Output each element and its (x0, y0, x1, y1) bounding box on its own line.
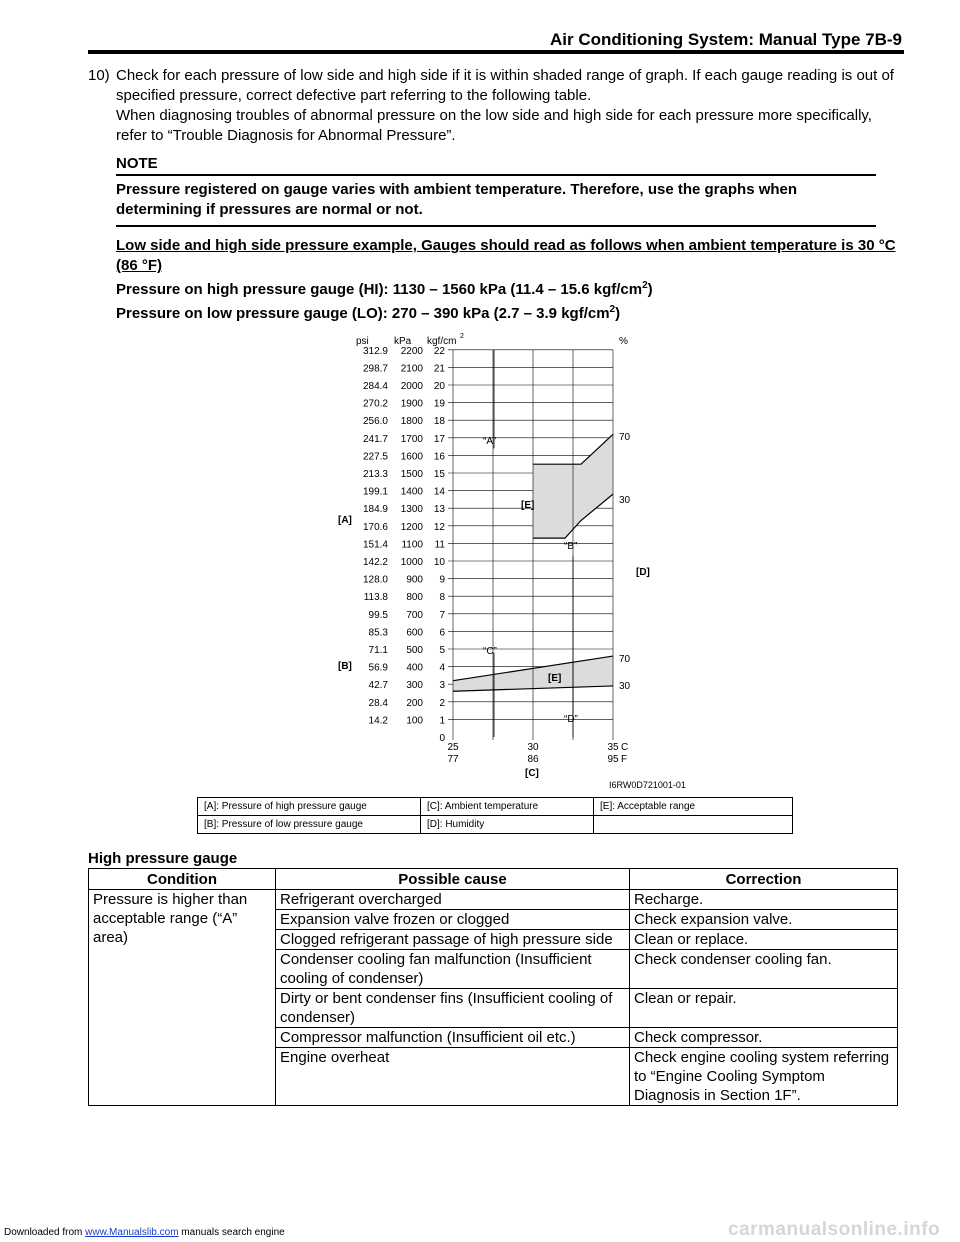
psi-tick-label: 284.4 (362, 381, 388, 392)
step-text: Check for each pressure of low side and high side if it is within shaded range of graph. If each gauge reading is out of specified pressure, correct defective part referring to the following table. (116, 67, 894, 104)
correction-cell: Check compressor. (630, 1028, 898, 1048)
kgf-tick-label: 4 (439, 662, 445, 674)
psi-tick-label: 28.4 (368, 697, 388, 709)
kpa-tick-label: 100 (406, 715, 423, 727)
x-tick-fahrenheit: 86 (527, 754, 539, 765)
kpa-tick-label: 1000 (400, 557, 423, 568)
psi-tick-label: 142.2 (362, 557, 388, 568)
psi-tick-label: 298.7 (362, 363, 388, 375)
y-axis-tick-labels (363, 346, 445, 744)
psi-tick-label: 270.2 (362, 398, 388, 410)
kgf-tick-label: 14 (433, 486, 445, 498)
psi-tick-label: 99.5 (368, 609, 388, 621)
table-header-row (89, 869, 898, 890)
cause-cell: Engine overheat (276, 1048, 630, 1106)
kgf-tick-label: 5 (439, 645, 445, 656)
note-title: NOTE (116, 155, 158, 172)
psi-tick-label: 227.5 (362, 451, 388, 463)
kgf-tick-label: 19 (433, 398, 445, 410)
x-tick-celsius: 25 (447, 742, 459, 753)
psi-tick-label: 71.1 (368, 645, 388, 656)
cause-cell: Expansion valve frozen or clogged (276, 910, 630, 930)
cause-cell: Refrigerant overcharged (276, 890, 630, 910)
legend-cell: [B]: Pressure of low pressure gauge (198, 816, 421, 834)
psi-tick-label: 241.7 (362, 433, 388, 445)
callout-b: “B” (564, 541, 578, 552)
kgf-tick-label: 10 (433, 557, 445, 568)
high-pressure-gauge-title: High pressure gauge (88, 850, 238, 867)
manualslib-link[interactable]: www.Manualslib.com (85, 1227, 179, 1238)
x-tick-celsius: 30 (527, 742, 539, 753)
high-pressure-diagnosis-table (88, 868, 898, 1106)
kgf-tick-label: 11 (434, 539, 445, 551)
psi-tick-label: 128.0 (362, 574, 388, 586)
psi-tick-label: 213.3 (362, 469, 388, 480)
table-row (89, 890, 898, 910)
unit-percent: % (619, 336, 628, 347)
kpa-tick-label: 300 (406, 680, 423, 692)
humidity-high-upper: 70 (619, 432, 631, 443)
step-text-2: When diagnosing troubles of abnormal pressure on the low side and high side for each pressure more specifically, refer to “Trouble Diagnosis for Abnormal Pressure”. (116, 107, 872, 144)
cause-cell: Clogged refrigerant passage of high pressure side (276, 930, 630, 950)
legend-cell: [A]: Pressure of high pressure gauge (198, 798, 421, 816)
column-header: Correction (630, 869, 898, 890)
kpa-tick-label: 800 (406, 592, 423, 604)
correction-cell: Clean or replace. (630, 930, 898, 950)
figure-id: I6RW0D721001-01 (609, 780, 686, 790)
page-header-title: Air Conditioning System: Manual Type 7B-9 (550, 30, 902, 49)
kgf-tick-label: 21 (433, 363, 445, 375)
x-tick-celsius: 35 (607, 742, 619, 753)
kpa-tick-label: 1100 (401, 539, 423, 551)
kpa-tick-label: 2200 (400, 345, 423, 357)
legend-row (198, 816, 793, 834)
column-header: Condition (89, 869, 276, 890)
condition-cell: Pressure is higher than acceptable range (“A” area) (89, 890, 276, 1106)
legend-row (198, 798, 793, 816)
psi-tick-label: 199.1 (362, 486, 388, 498)
tag-e-low: [E] (548, 673, 562, 684)
x-tick-fahrenheit: 95 (607, 754, 619, 765)
kgf-tick-label: 6 (439, 627, 445, 639)
watermark: carmanualsonline.info (728, 1219, 941, 1240)
kpa-tick-label: 1800 (400, 416, 423, 428)
footer-download-note: Downloaded from www.Manualslib.com manuals search engine (4, 1227, 285, 1238)
kpa-tick-label: 1300 (400, 504, 423, 516)
legend-cell (594, 816, 793, 834)
kgf-tick-label: 7 (439, 609, 445, 621)
figure-legend (197, 797, 793, 834)
kgf-tick-label: 15 (433, 469, 445, 480)
kpa-tick-label: 600 (406, 627, 423, 639)
humidity-low-lower: 30 (619, 681, 631, 692)
kgf-tick-label: 16 (433, 451, 445, 463)
legend-cell: [C]: Ambient temperature (421, 798, 594, 816)
kpa-tick-label: 1700 (400, 433, 423, 445)
kpa-tick-label: 1900 (400, 398, 423, 410)
kgf-tick-label: 1 (439, 715, 445, 727)
kpa-tick-label: 2100 (400, 363, 423, 375)
tag-c: [C] (525, 768, 539, 779)
correction-cell: Recharge. (630, 890, 898, 910)
example-heading: Low side and high side pressure example, Gauges should read as follows when ambient temperature is 30 °C (86 °F) (116, 237, 896, 274)
kpa-tick-label: 200 (406, 697, 423, 709)
psi-tick-label: 312.9 (362, 345, 388, 357)
cause-cell: Condenser cooling fan malfunction (Insufficient cooling of condenser) (276, 950, 630, 989)
correction-cell: Check engine cooling system referring to “Engine Cooling Symptom Diagnosis in Section 1F”. (630, 1048, 898, 1106)
correction-cell: Check expansion valve. (630, 910, 898, 930)
callout-d: “D” (564, 714, 578, 725)
example-low-pressure: Pressure on low pressure gauge (LO): 270 – 390 kPa (2.7 – 3.9 kgf/$cm^2$) (116, 304, 621, 322)
correction-cell: Check condenser cooling fan. (630, 950, 898, 989)
x-tick-fahrenheit: 77 (447, 754, 459, 765)
kgf-tick-label: 22 (433, 345, 445, 357)
note-body: Pressure registered on gauge varies with ambient temperature. Therefore, use the graphs when determining if pressures are normal or not. (116, 181, 798, 218)
kpa-tick-label: 700 (406, 609, 423, 621)
kpa-tick-label: 500 (406, 645, 423, 656)
psi-tick-label: 170.6 (362, 521, 388, 533)
x-axis-tick-labels (447, 742, 628, 765)
kpa-tick-label: 1200 (400, 521, 423, 533)
legend-cell: [D]: Humidity (421, 816, 594, 834)
kpa-tick-label: 1500 (400, 469, 423, 480)
kpa-tick-label: 1400 (400, 486, 423, 498)
kpa-tick-label: 1600 (400, 451, 423, 463)
x-unit-celsius: C (621, 742, 629, 753)
psi-tick-label: 14.2 (368, 715, 388, 727)
kgf-tick-label: 17 (433, 433, 445, 445)
column-header: Possible cause (276, 869, 630, 890)
legend-cell: [E]: Acceptable range (594, 798, 793, 816)
psi-tick-label: 151.4 (362, 539, 388, 551)
unit-kgf: kgf/cm (427, 336, 457, 347)
tag-e-high: [E] (521, 500, 535, 511)
humidity-high-lower: 30 (619, 495, 631, 506)
tag-d: [D] (636, 567, 650, 578)
kgf-tick-label: 20 (433, 381, 445, 392)
cause-cell: Compressor malfunction (Insufficient oil etc.) (276, 1028, 630, 1048)
note-rule-bottom (116, 225, 876, 227)
psi-tick-label: 85.3 (368, 627, 388, 639)
pressure-example (116, 236, 906, 324)
psi-tick-label: 56.9 (368, 662, 388, 674)
kgf-tick-label: 18 (433, 416, 445, 428)
psi-tick-label: 42.7 (368, 680, 388, 692)
kpa-tick-label: 2000 (400, 381, 423, 392)
tag-a: [A] (338, 515, 352, 526)
psi-tick-label: 113.8 (363, 592, 388, 604)
kgf-tick-label: 8 (439, 592, 445, 604)
example-high-pressure: Pressure on high pressure gauge (HI): 1130 – 1560 kPa (11.4 – 15.6 kgf/$cm^2$) (116, 280, 653, 298)
kpa-tick-label: 400 (406, 662, 423, 674)
kgf-tick-label: 0 (439, 733, 445, 744)
kgf-tick-label: 13 (433, 504, 445, 516)
kpa-tick-label: 900 (406, 574, 423, 586)
x-unit-fahrenheit: F (621, 754, 628, 765)
psi-tick-label: 184.9 (362, 504, 388, 516)
psi-tick-label: 256.0 (362, 416, 388, 428)
note-rule-top (116, 174, 876, 176)
callout-c: “C” (483, 646, 497, 657)
callout-a: “A” (483, 436, 497, 447)
unit-psi: psi (356, 336, 369, 347)
unit-kgf-sup: 2 (460, 333, 464, 340)
kgf-tick-label: 12 (433, 521, 445, 533)
unit-kpa: kPa (394, 336, 412, 347)
pressure-chart (300, 325, 700, 795)
step-number: 10) (88, 67, 110, 84)
kgf-tick-label: 3 (439, 680, 445, 692)
kgf-tick-label: 9 (439, 574, 445, 586)
correction-cell: Clean or repair. (630, 989, 898, 1028)
header-rule (88, 50, 904, 54)
tag-b: [B] (338, 661, 352, 672)
step-10 (88, 66, 903, 146)
humidity-low-upper: 70 (619, 654, 631, 665)
cause-cell: Dirty or bent condenser fins (Insufficient cooling of condenser) (276, 989, 630, 1028)
kgf-tick-label: 2 (439, 697, 445, 709)
